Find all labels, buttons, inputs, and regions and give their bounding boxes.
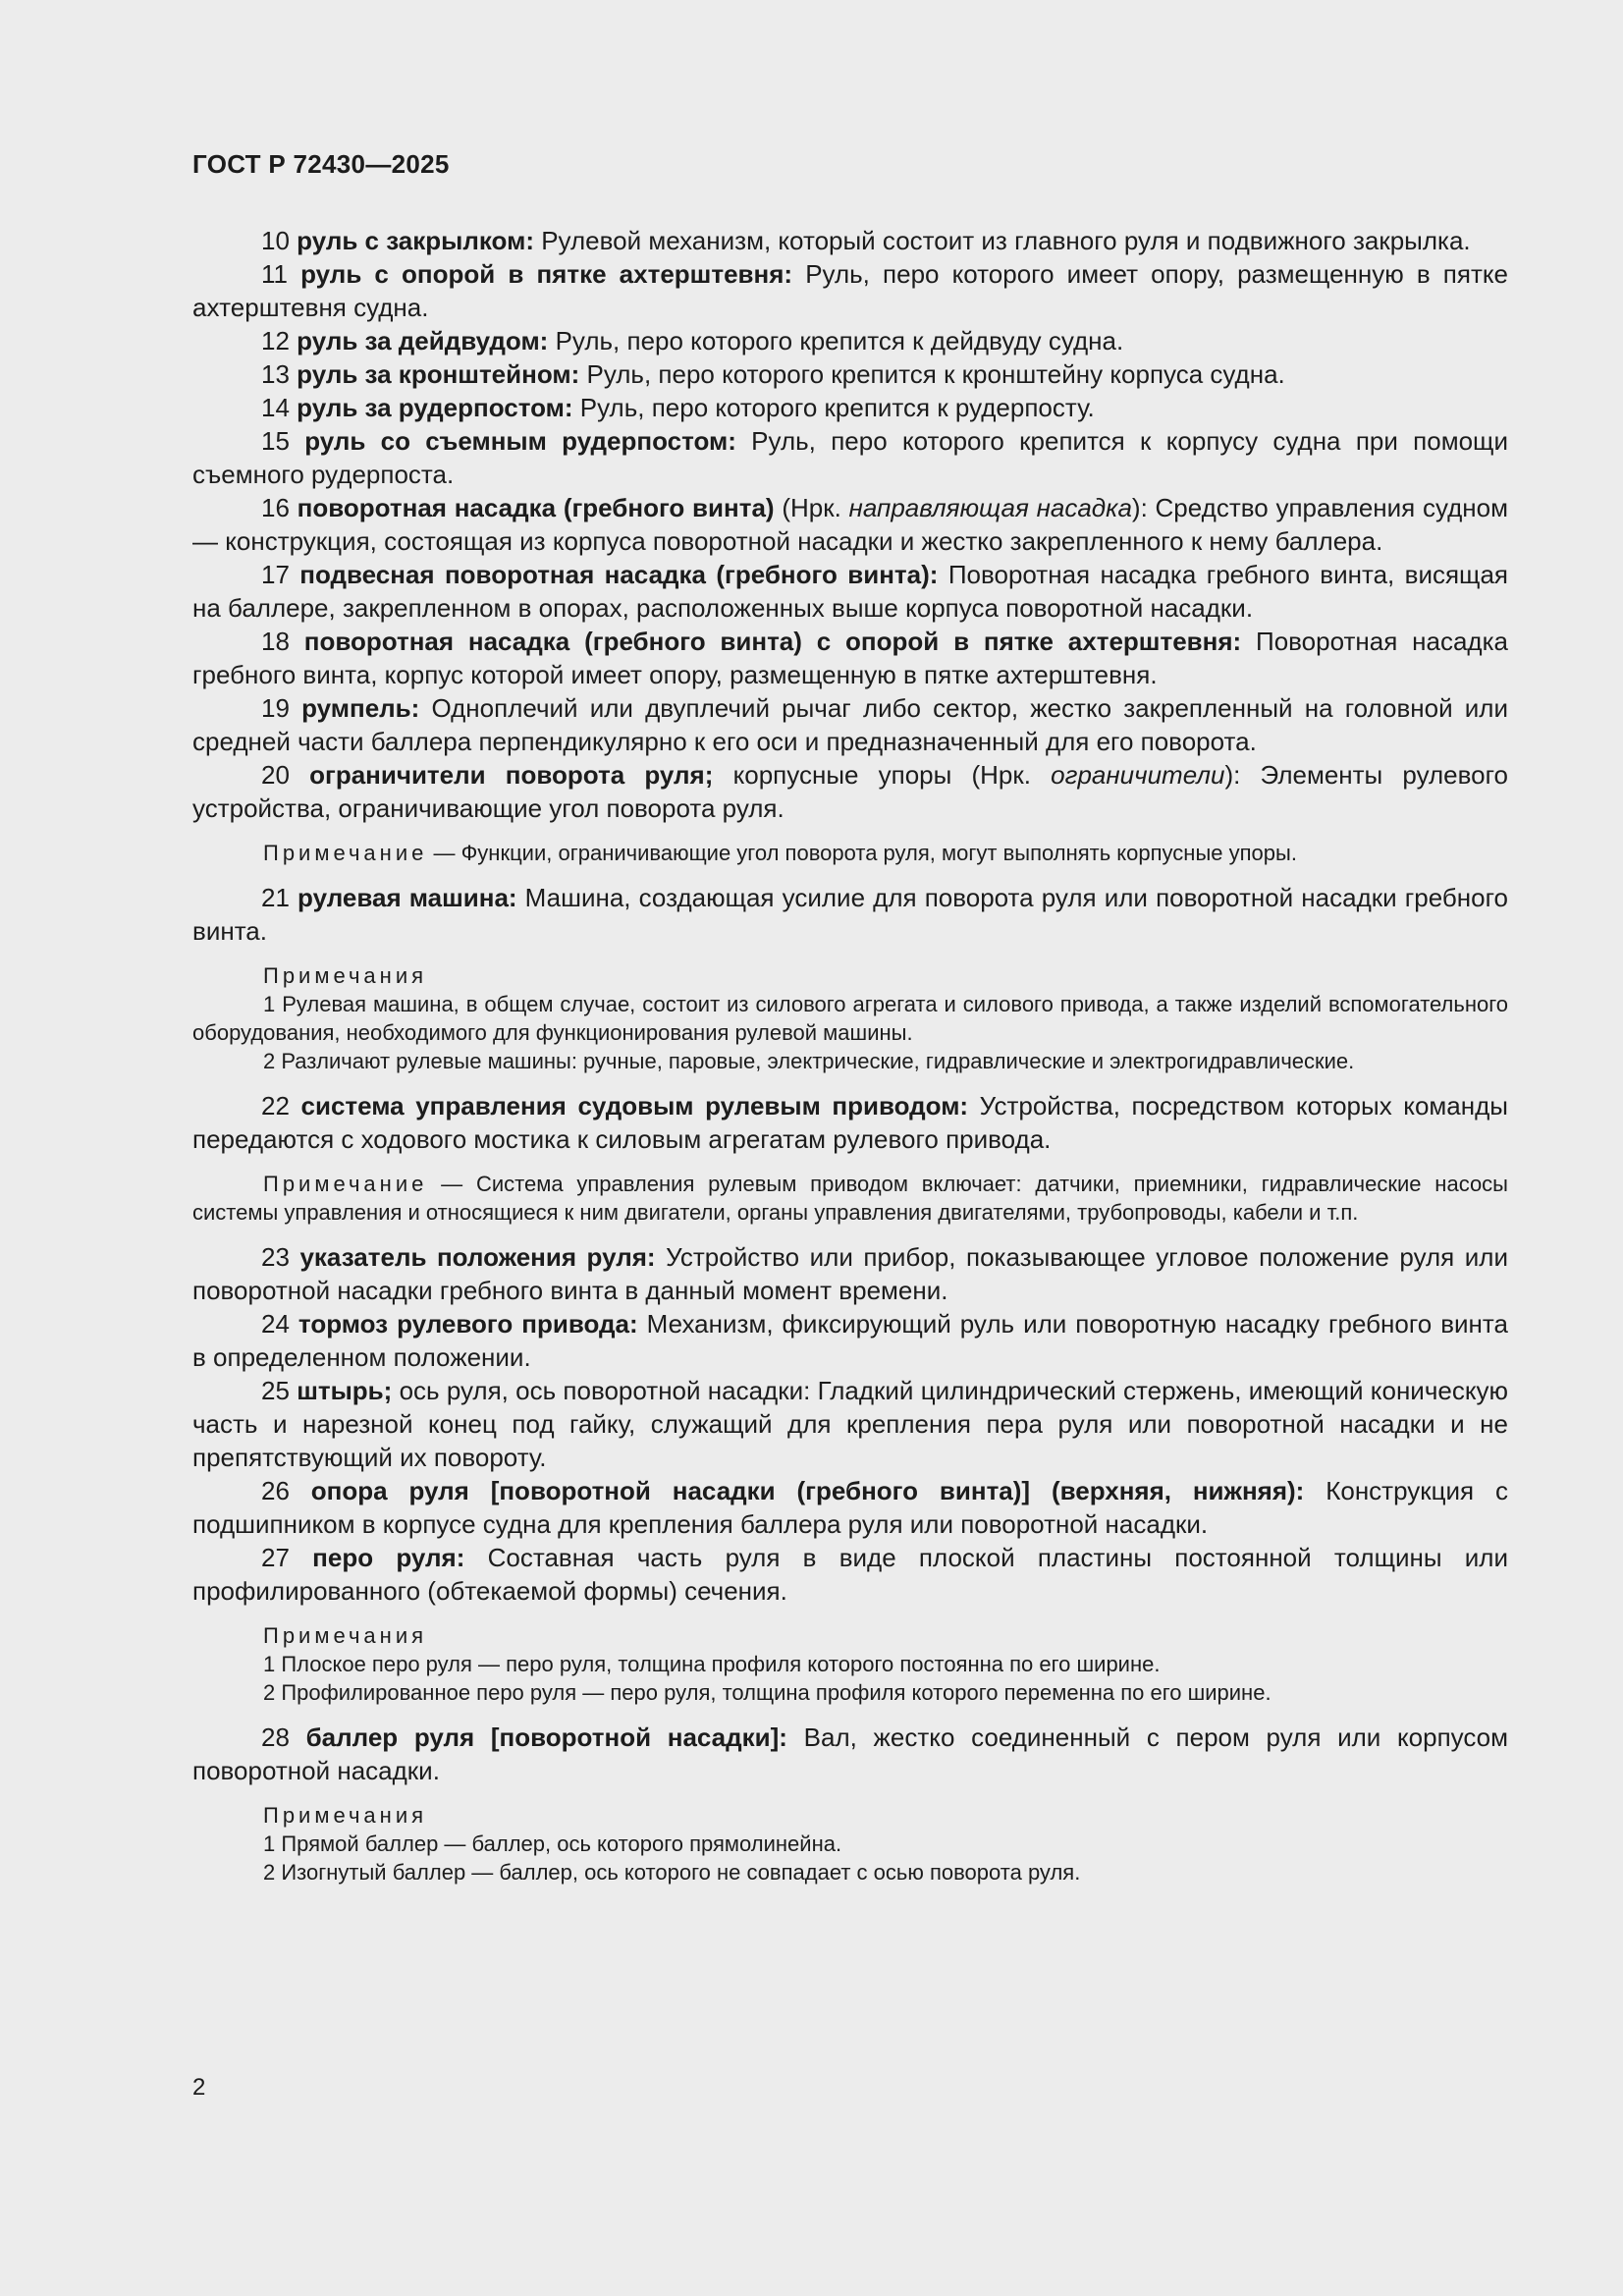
term-name: руль за рудерпостом: (297, 393, 573, 422)
term-name: тормоз рулевого привода: (298, 1309, 638, 1339)
note-heading: Примечания (263, 1623, 428, 1648)
notes-28 (192, 1801, 1508, 1886)
term-13 (192, 357, 1508, 391)
term-definition: Конструкция с подшипником в корпусе судна для крепления баллера руля или поворотной насадки. (192, 1476, 1508, 1539)
term-number: 26 (261, 1476, 290, 1505)
notes-21 (192, 961, 1508, 1075)
term-number: 21 (261, 883, 290, 912)
note-item: 1 Прямой баллер — баллер, ось которого прямолинейна. (263, 1831, 842, 1856)
term-11 (192, 257, 1508, 324)
note-item: 2 Профилированное перо руля — перо руля, толщина профиля которого переменна по его ширине. (263, 1680, 1271, 1705)
document-header: ГОСТ Р 72430—2025 (192, 149, 450, 179)
term-name: руль за кронштейном: (297, 359, 580, 389)
term-definition: Руль, перо которого крепится к кронштейну корпуса судна. (579, 359, 1285, 389)
term-definition: Руль, перо которого крепится к дейдвуду судна. (548, 326, 1124, 355)
term-number: 23 (261, 1242, 290, 1272)
term-definition: Механизм, фиксирующий руль или поворотную насадку гребного винта в определенном положении. (192, 1309, 1508, 1372)
note-item: 1 Плоское перо руля — перо руля, толщина профиля которого постоянна по его ширине. (263, 1652, 1161, 1676)
term-26 (192, 1474, 1508, 1541)
note-20 (192, 839, 1508, 867)
term-definition: ): Элементы рулевого устройства, ограничивающие угол поворота руля. (192, 760, 1508, 823)
term-17 (192, 558, 1508, 625)
term-name: баллер руля [поворотной насадки]: (305, 1722, 787, 1752)
note-item: 2 Изогнутый баллер — баллер, ось которого не совпадает с осью поворота руля. (263, 1860, 1081, 1885)
term-number: 19 (261, 693, 290, 723)
page-number: 2 (192, 2074, 206, 2101)
term-19 (192, 691, 1508, 758)
term-number: 16 (261, 493, 290, 522)
term-name: опора руля [поворотной насадки (гребного винта)] (верхняя, нижняя): (310, 1476, 1305, 1505)
term-21 (192, 881, 1508, 948)
term-definition: Поворотная насадка гребного винта, висящая на баллере, закрепленном в опорах, расположенных выше корпуса поворотной насадки. (192, 560, 1508, 623)
term-12 (192, 324, 1508, 357)
term-14 (192, 391, 1508, 424)
term-number: 28 (261, 1722, 290, 1752)
term-number: 10 (261, 226, 290, 255)
term-number: 13 (261, 359, 290, 389)
term-definition: Устройство или прибор, показывающее угловое положение руля или поворотной насадки гребного винта в данный момент времени. (192, 1242, 1508, 1305)
term-name: руль со съемным рудерпостом: (304, 426, 736, 456)
term-name: руль с опорой в пятке ахтерштевня: (300, 259, 793, 289)
term-number: 17 (261, 560, 290, 589)
term-18 (192, 625, 1508, 691)
note-heading: Примечание (263, 841, 428, 865)
term-25 (192, 1374, 1508, 1474)
term-24 (192, 1307, 1508, 1374)
note-heading: Примечания (263, 1803, 428, 1828)
term-number: 11 (261, 259, 288, 289)
term-name: поворотная насадка (гребного винта) (297, 493, 775, 522)
term-number: 25 (261, 1376, 290, 1405)
term-name: указатель положения руля: (299, 1242, 656, 1272)
term-27 (192, 1541, 1508, 1608)
term-name: перо руля: (312, 1543, 465, 1572)
term-name: подвесная поворотная насадка (гребного винта): (299, 560, 939, 589)
term-definition: Устройства, посредством которых команды передаются с ходового мостика к силовым агрегатам рулевого привода. (192, 1091, 1508, 1154)
term-name: поворотная насадка (гребного винта) с опорой в пятке ахтерштевня: (303, 627, 1242, 656)
term-definition: Одноплечий или двуплечий рычаг либо сектор, жестко закрепленный на головной или средней части баллера перпендикулярно к его оси и предназначенный для его поворота. (192, 693, 1508, 756)
term-15 (192, 424, 1508, 491)
terms-list (192, 224, 1508, 1900)
term-number: 14 (261, 393, 290, 422)
term-10 (192, 224, 1508, 257)
term-16 (192, 491, 1508, 558)
term-definition: Составная часть руля в виде плоской пластины постоянной толщины или профилированного (обтекаемой формы) сечения. (192, 1543, 1509, 1606)
term-number: 15 (261, 426, 290, 456)
term-23 (192, 1240, 1508, 1307)
term-definition: Руль, перо которого крепится к корпусу судна при помощи съемного рудерпоста. (192, 426, 1508, 489)
note-22 (192, 1170, 1508, 1227)
note-item: 2 Различают рулевые машины: ручные, паровые, электрические, гидравлические и электрогидравлические. (263, 1049, 1355, 1073)
deprecated-term: ограничители (1051, 760, 1225, 790)
term-name: рулевая машина: (298, 883, 517, 912)
term-definition: ось руля, ось поворотной насадки: Гладкий цилиндрический стержень, имеющий коническую часть и нарезной конец под гайку, служащий для крепления пера руля или поворотной насадки и не препятствующий их повороту. (192, 1376, 1508, 1472)
term-definition: Машина, создающая усилие для поворота руля или поворотной насадки гребного винта. (192, 883, 1508, 946)
term-number: 20 (261, 760, 290, 790)
term-name: руль за дейдвудом: (297, 326, 549, 355)
note-heading: Примечания (263, 963, 428, 988)
deprecated-term: направляющая насадка (848, 493, 1132, 522)
term-number: 12 (261, 326, 290, 355)
term-number: 22 (261, 1091, 290, 1121)
note-heading: Примечание (263, 1172, 428, 1196)
term-definition: (Нрк. (774, 493, 849, 522)
term-definition: Руль, перо которого крепится к рудерпосту. (572, 393, 1095, 422)
term-name: ограничители поворота руля; (309, 760, 714, 790)
term-definition: корпусные упоры (Нрк. (713, 760, 1052, 790)
term-20 (192, 758, 1508, 825)
term-name: румпель: (301, 693, 420, 723)
term-28 (192, 1721, 1508, 1787)
term-definition: ): Средство управления судном — конструкция, состоящая из корпуса поворотной насадки и жестко закрепленного к нему баллера. (192, 493, 1508, 556)
term-number: 27 (261, 1543, 290, 1572)
term-22 (192, 1089, 1508, 1156)
note-text: — Функции, ограничивающие угол поворота руля, могут выполнять корпусные упоры. (427, 841, 1297, 865)
term-definition: Рулевой механизм, который состоит из главного руля и подвижного закрылка. (533, 226, 1471, 255)
note-item: 1 Рулевая машина, в общем случае, состоит из силового агрегата и силового привода, а также изделий вспомогательного оборудования, необходимого для функционирования рулевой машины. (192, 992, 1508, 1045)
term-number: 18 (261, 627, 290, 656)
term-name: штырь; (297, 1376, 393, 1405)
note-text: — Система управления рулевым приводом включает: датчики, приемники, гидравлические насосы системы управления и относящиеся к ним двигатели, органы управления двигателями, трубопроводы, кабели и т.п. (192, 1172, 1508, 1225)
term-definition: Руль, перо которого имеет опору, размещенную в пятке ахтерштевня судна. (192, 259, 1509, 322)
term-number: 24 (261, 1309, 290, 1339)
term-definition: Вал, жестко соединенный с пером руля или корпусом поворотной насадки. (192, 1722, 1508, 1785)
term-name: руль с закрылком: (297, 226, 534, 255)
notes-27 (192, 1621, 1508, 1707)
term-name: система управления судовым рулевым приводом: (300, 1091, 969, 1121)
term-definition: Поворотная насадка гребного винта, корпус которой имеет опору, размещенную в пятке ахтерштевня. (192, 627, 1508, 689)
